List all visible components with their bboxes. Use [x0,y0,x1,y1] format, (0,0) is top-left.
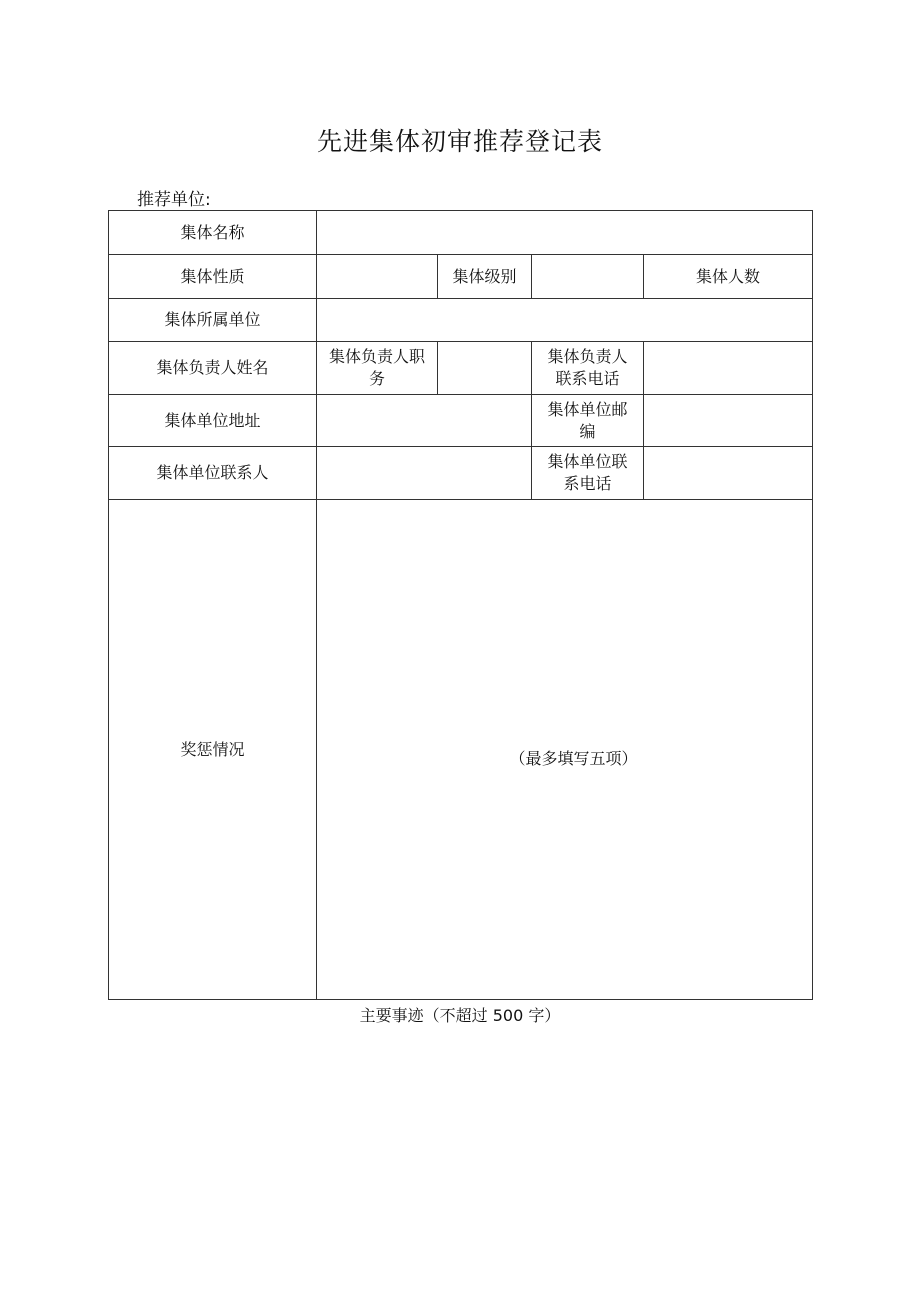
contact-phone-label-line1: 集体单位联 [547,452,628,471]
group-level-field[interactable] [532,255,644,299]
awards-field[interactable] [317,500,813,1000]
leader-title-label-line2: 务 [368,369,385,388]
form-row-group-nature [109,255,813,299]
leader-name-label: 集体负责人姓名 [109,342,317,395]
form-title: 先进集体初审推荐登记表 [316,127,603,156]
contact-label: 集体单位联系人 [109,447,317,500]
address-field[interactable] [317,395,532,447]
leader-phone-label-line2: 联系电话 [555,369,620,388]
form-row-affiliated-unit [109,299,813,342]
awards-note: （最多填写五项） [509,748,638,768]
postcode-field[interactable] [644,395,813,447]
contact-phone-label [532,447,644,500]
leader-title-label [317,342,438,395]
leader-phone-label-line1: 集体负责人 [547,347,628,366]
group-nature-label: 集体性质 [109,255,317,299]
contact-field[interactable] [317,447,532,500]
form-row-group-name [109,211,813,255]
address-label: 集体单位地址 [109,395,317,447]
recommend-unit-label: 推荐单位: [137,190,211,210]
postcode-label [532,395,644,447]
main-deeds-heading: 主要事迹（不超过 500 字） [359,1006,561,1025]
leader-title-label-line1: 集体负责人职 [328,347,425,366]
form-row-awards [109,500,813,1000]
leader-phone-field[interactable] [644,342,813,395]
group-name-field[interactable] [317,211,813,255]
postcode-label-line1: 集体单位邮 [547,399,628,419]
awards-label: 奖惩情况 [109,500,317,1000]
form-row-address [109,395,813,447]
registration-form-table [108,210,813,1000]
contact-phone-field[interactable] [644,447,813,500]
group-level-label: 集体级别 [438,255,532,299]
affiliated-unit-label: 集体所属单位 [109,299,317,342]
form-row-contact [109,447,813,500]
group-nature-field[interactable] [317,255,438,299]
affiliated-unit-field[interactable] [317,299,813,342]
group-size-label: 集体人数 [644,255,813,299]
postcode-label-line2: 编 [579,421,596,441]
contact-phone-label-line2: 系电话 [563,474,612,493]
leader-phone-label [532,342,644,395]
form-row-leader [109,342,813,395]
leader-title-field[interactable] [438,342,532,395]
group-name-label: 集体名称 [109,211,317,255]
